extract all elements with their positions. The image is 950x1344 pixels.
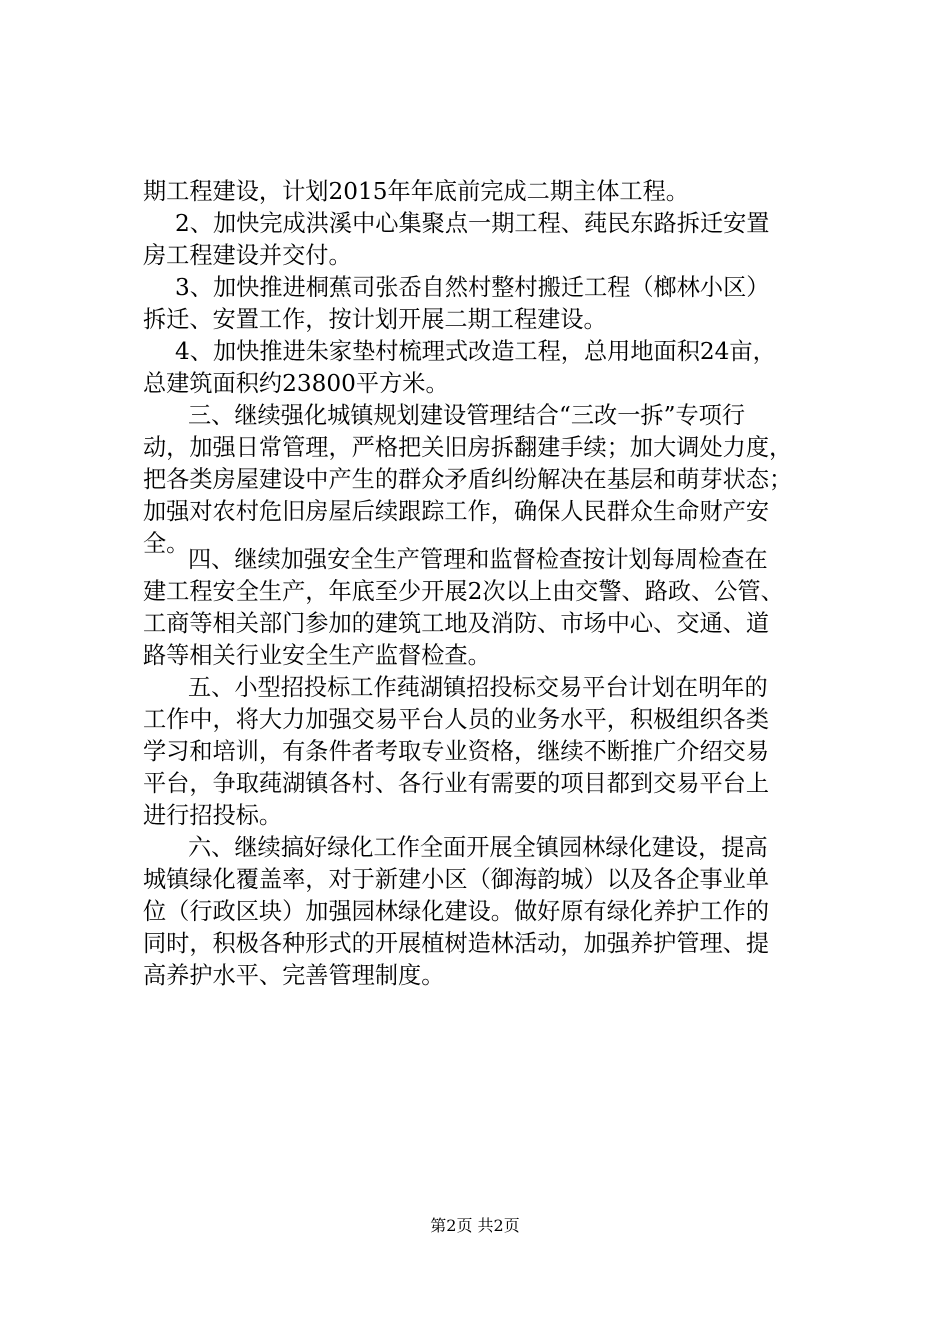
text-line: 四、继续加强安全生产管理和监督检查按计划每周检查在: [188, 546, 768, 573]
text-line: 城镇绿化覆盖率，对于新建小区（御海韵城）以及各企事业单: [143, 866, 770, 893]
text-line: 4、加快推进朱家垫村梳理式改造工程，总用地面积24亩，: [175, 338, 776, 365]
text-line: 高养护水平、完善管理制度。: [143, 962, 445, 989]
text-line: 加强对农村危旧房屋后续跟踪工作，确保人民群众生命财产安: [143, 498, 770, 525]
text-line: 工商等相关部门参加的建筑工地及消防、市场中心、交通、道: [143, 610, 770, 637]
text-line: 房工程建设并交付。: [143, 242, 352, 269]
text-line: 建工程安全生产，年底至少开展2次以上由交警、路政、公管、: [143, 578, 784, 605]
text-line: 动，加强日常管理，严格把关旧房拆翻建手续；加大调处力度，: [143, 434, 793, 461]
text-line: 位（行政区块）加强园林绿化建设。做好原有绿化养护工作的: [143, 898, 770, 925]
text-line: 同时，积极各种形式的开展植树造林活动，加强养护管理、提: [143, 930, 770, 957]
text-line: 3、加快推进桐蕉司张岙自然村整村搬迁工程（榔林小区）: [175, 274, 770, 301]
text-line: 路等相关行业安全生产监督检查。: [143, 642, 491, 669]
page-number-footer: 第2页 共2页: [430, 1216, 520, 1235]
text-line: 总建筑面积约23800平方米。: [143, 370, 449, 397]
text-line: 全。: [143, 530, 190, 557]
text-line: 拆迁、安置工作，按计划开展二期工程建设。: [143, 306, 607, 333]
text-line: 平台，争取莼湖镇各村、各行业有需要的项目都到交易平台上: [143, 770, 770, 797]
text-line: 五、小型招投标工作莼湖镇招投标交易平台计划在明年的: [188, 674, 768, 701]
text-line: 把各类房屋建设中产生的群众矛盾纠纷解决在基层和萌芽状态；: [143, 466, 793, 493]
text-line: 期工程建设，计划2015年年底前完成二期主体工程。: [143, 178, 689, 205]
text-line: 进行招投标。: [143, 802, 283, 829]
text-line: 工作中，将大力加强交易平台人员的业务水平，积极组织各类: [143, 706, 770, 733]
text-line: 三、继续强化城镇规划建设管理结合“三改一拆”专项行: [188, 402, 746, 429]
text-line: 学习和培训，有条件者考取专业资格，继续不断推广介绍交易: [143, 738, 770, 765]
text-line: 六、继续搞好绿化工作全面开展全镇园林绿化建设，提高: [188, 834, 768, 861]
text-line: 2、加快完成洪溪中心集聚点一期工程、莼民东路拆迁安置: [175, 210, 770, 237]
